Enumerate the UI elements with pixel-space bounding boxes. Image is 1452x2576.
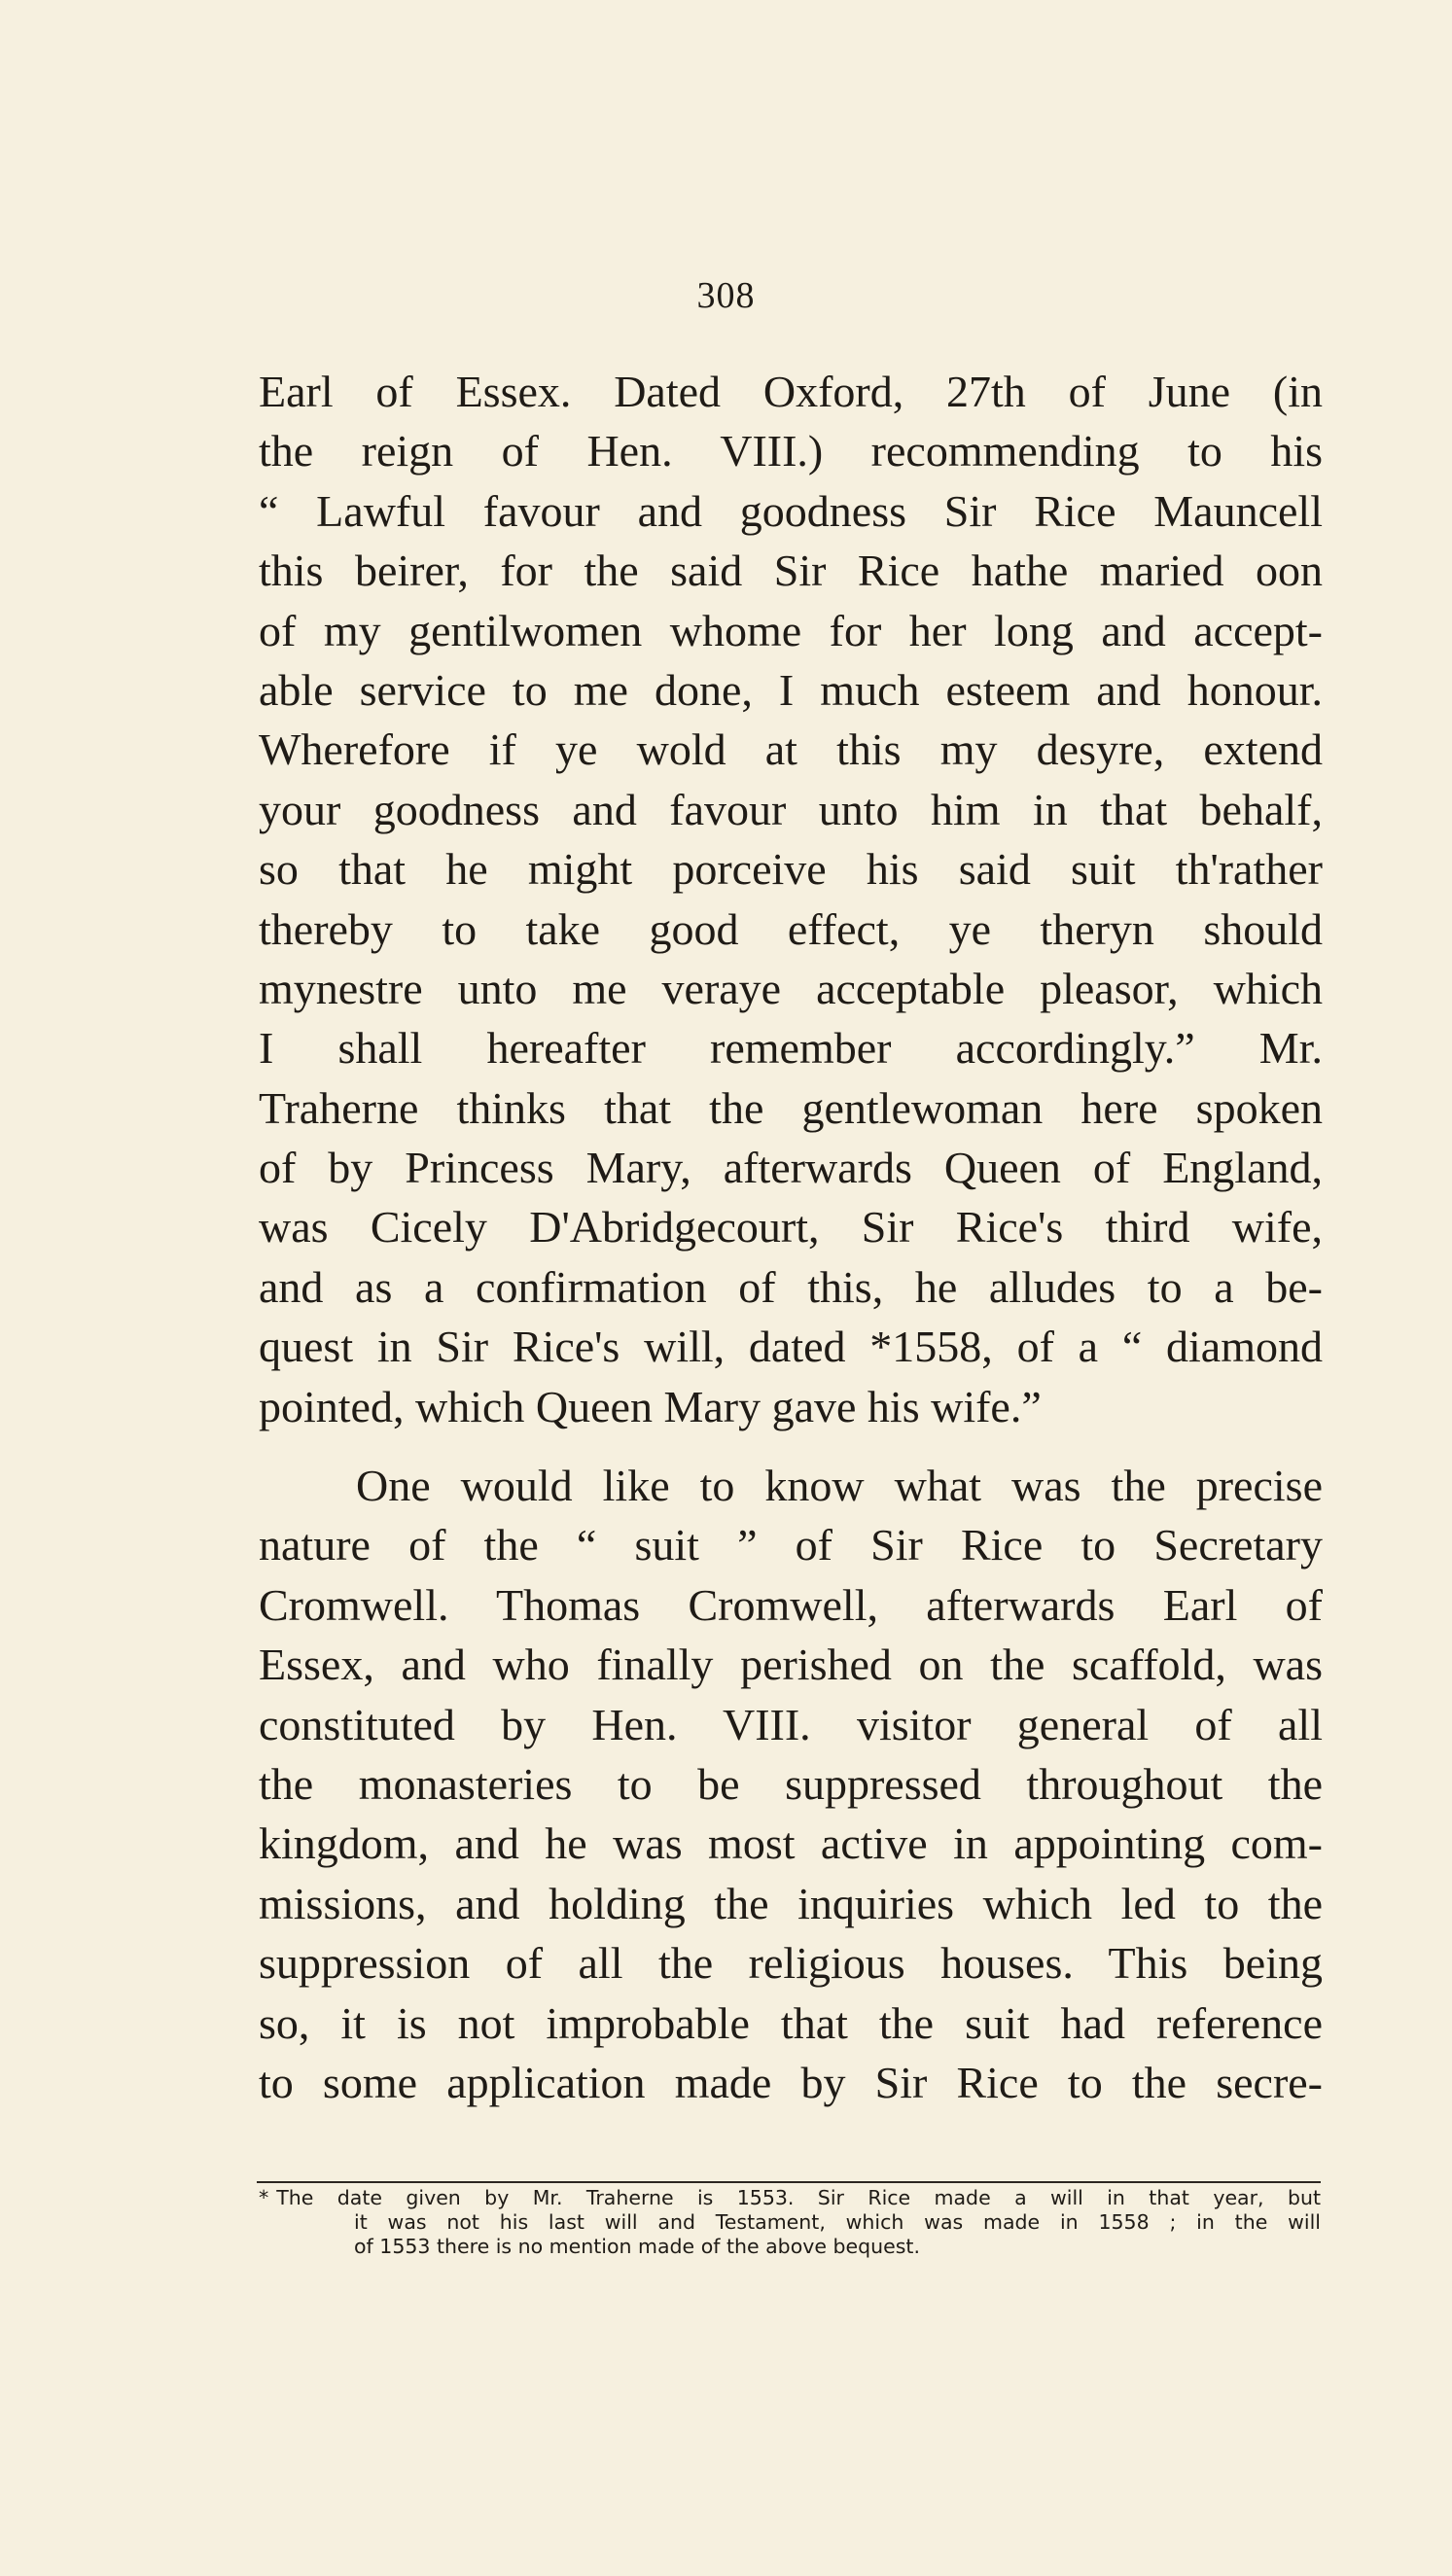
text-line: missions, and holding the inquiries which led to the	[259, 1878, 1323, 1928]
text-line: so that he might porceive his said suit th'rather	[259, 844, 1323, 895]
paragraph-gap	[259, 1436, 1323, 1456]
footnote-line: it was not his last will and Testament, which was made in 1558 ; in the will	[354, 2210, 1321, 2234]
text-line: Cromwell. Thomas Cromwell, afterwards Earl of	[259, 1579, 1323, 1630]
text-line: Wherefore if ye wold at this my desyre, extend	[259, 724, 1323, 775]
text-line: the reign of Hen. VIII.) recommending to his	[259, 426, 1323, 476]
footnote-line	[259, 2186, 1321, 2210]
text-line: of by Princess Mary, afterwards Queen of England,	[259, 1143, 1323, 1193]
text-line: Earl of Essex. Dated Oxford, 27th of June (in	[259, 367, 1323, 416]
text-line: pointed, which Queen Mary gave his wife.”	[259, 1381, 1042, 1431]
paragraph-1	[259, 362, 1323, 1436]
footnote-divider	[257, 2181, 1321, 2183]
text-line: and as a confirmation of this, he alludes to a be-	[259, 1261, 1323, 1312]
footnote-marker: *	[259, 2186, 269, 2209]
body-text	[259, 362, 1323, 2112]
text-line: “ Lawful favour and goodness Sir Rice Mauncell	[259, 485, 1323, 536]
text-line: this beirer, for the said Sir Rice hathe maried oon	[259, 546, 1323, 596]
footnote	[259, 2186, 1321, 2259]
text-line: suppression of all the religious houses. This being	[259, 1938, 1323, 1989]
text-line: of my gentilwomen whome for her long and accept-	[259, 605, 1323, 655]
text-line: nature of the “ suit ” of Sir Rice to Secretary	[259, 1520, 1323, 1570]
text-line: One would like to know what was the precise	[356, 1461, 1323, 1511]
text-line: the monasteries to be suppressed throughout the	[259, 1758, 1323, 1809]
text-line: was Cicely D'Abridgecourt, Sir Rice's third wife,	[259, 1202, 1323, 1253]
text-line: mynestre unto me veraye acceptable pleasor, which	[259, 963, 1323, 1013]
text-line: quest in Sir Rice's will, dated *1558, of a “ diamond	[259, 1322, 1323, 1372]
footnote-text: The date given by Mr. Traherne is 1553. Sir Rice made a will in that year, but	[276, 2186, 1321, 2209]
text-line: Essex, and who finally perished on the scaffold, was	[259, 1640, 1323, 1690]
text-line: your goodness and favour unto him in that behalf,	[259, 784, 1323, 834]
text-line: I shall hereafter remember accordingly.” Mr.	[259, 1023, 1323, 1074]
text-line: thereby to take good effect, ye theryn should	[259, 903, 1323, 954]
page-number: 308	[696, 275, 756, 316]
text-line: kingdom, and he was most active in appointing com-	[259, 1818, 1323, 1869]
footnote-line: of 1553 there is no mention made of the above bequest.	[354, 2235, 920, 2258]
text-line: so, it is not improbable that the suit had reference	[259, 1997, 1323, 2048]
text-line: able service to me done, I much esteem and honour.	[259, 664, 1323, 715]
text-line: to some application made by Sir Rice to the secre-	[259, 2057, 1323, 2107]
text-line: constituted by Hen. VIII. visitor general of all	[259, 1699, 1323, 1749]
text-line: Traherne thinks that the gentlewoman here spoken	[259, 1082, 1323, 1133]
paragraph-2	[259, 1456, 1323, 2112]
